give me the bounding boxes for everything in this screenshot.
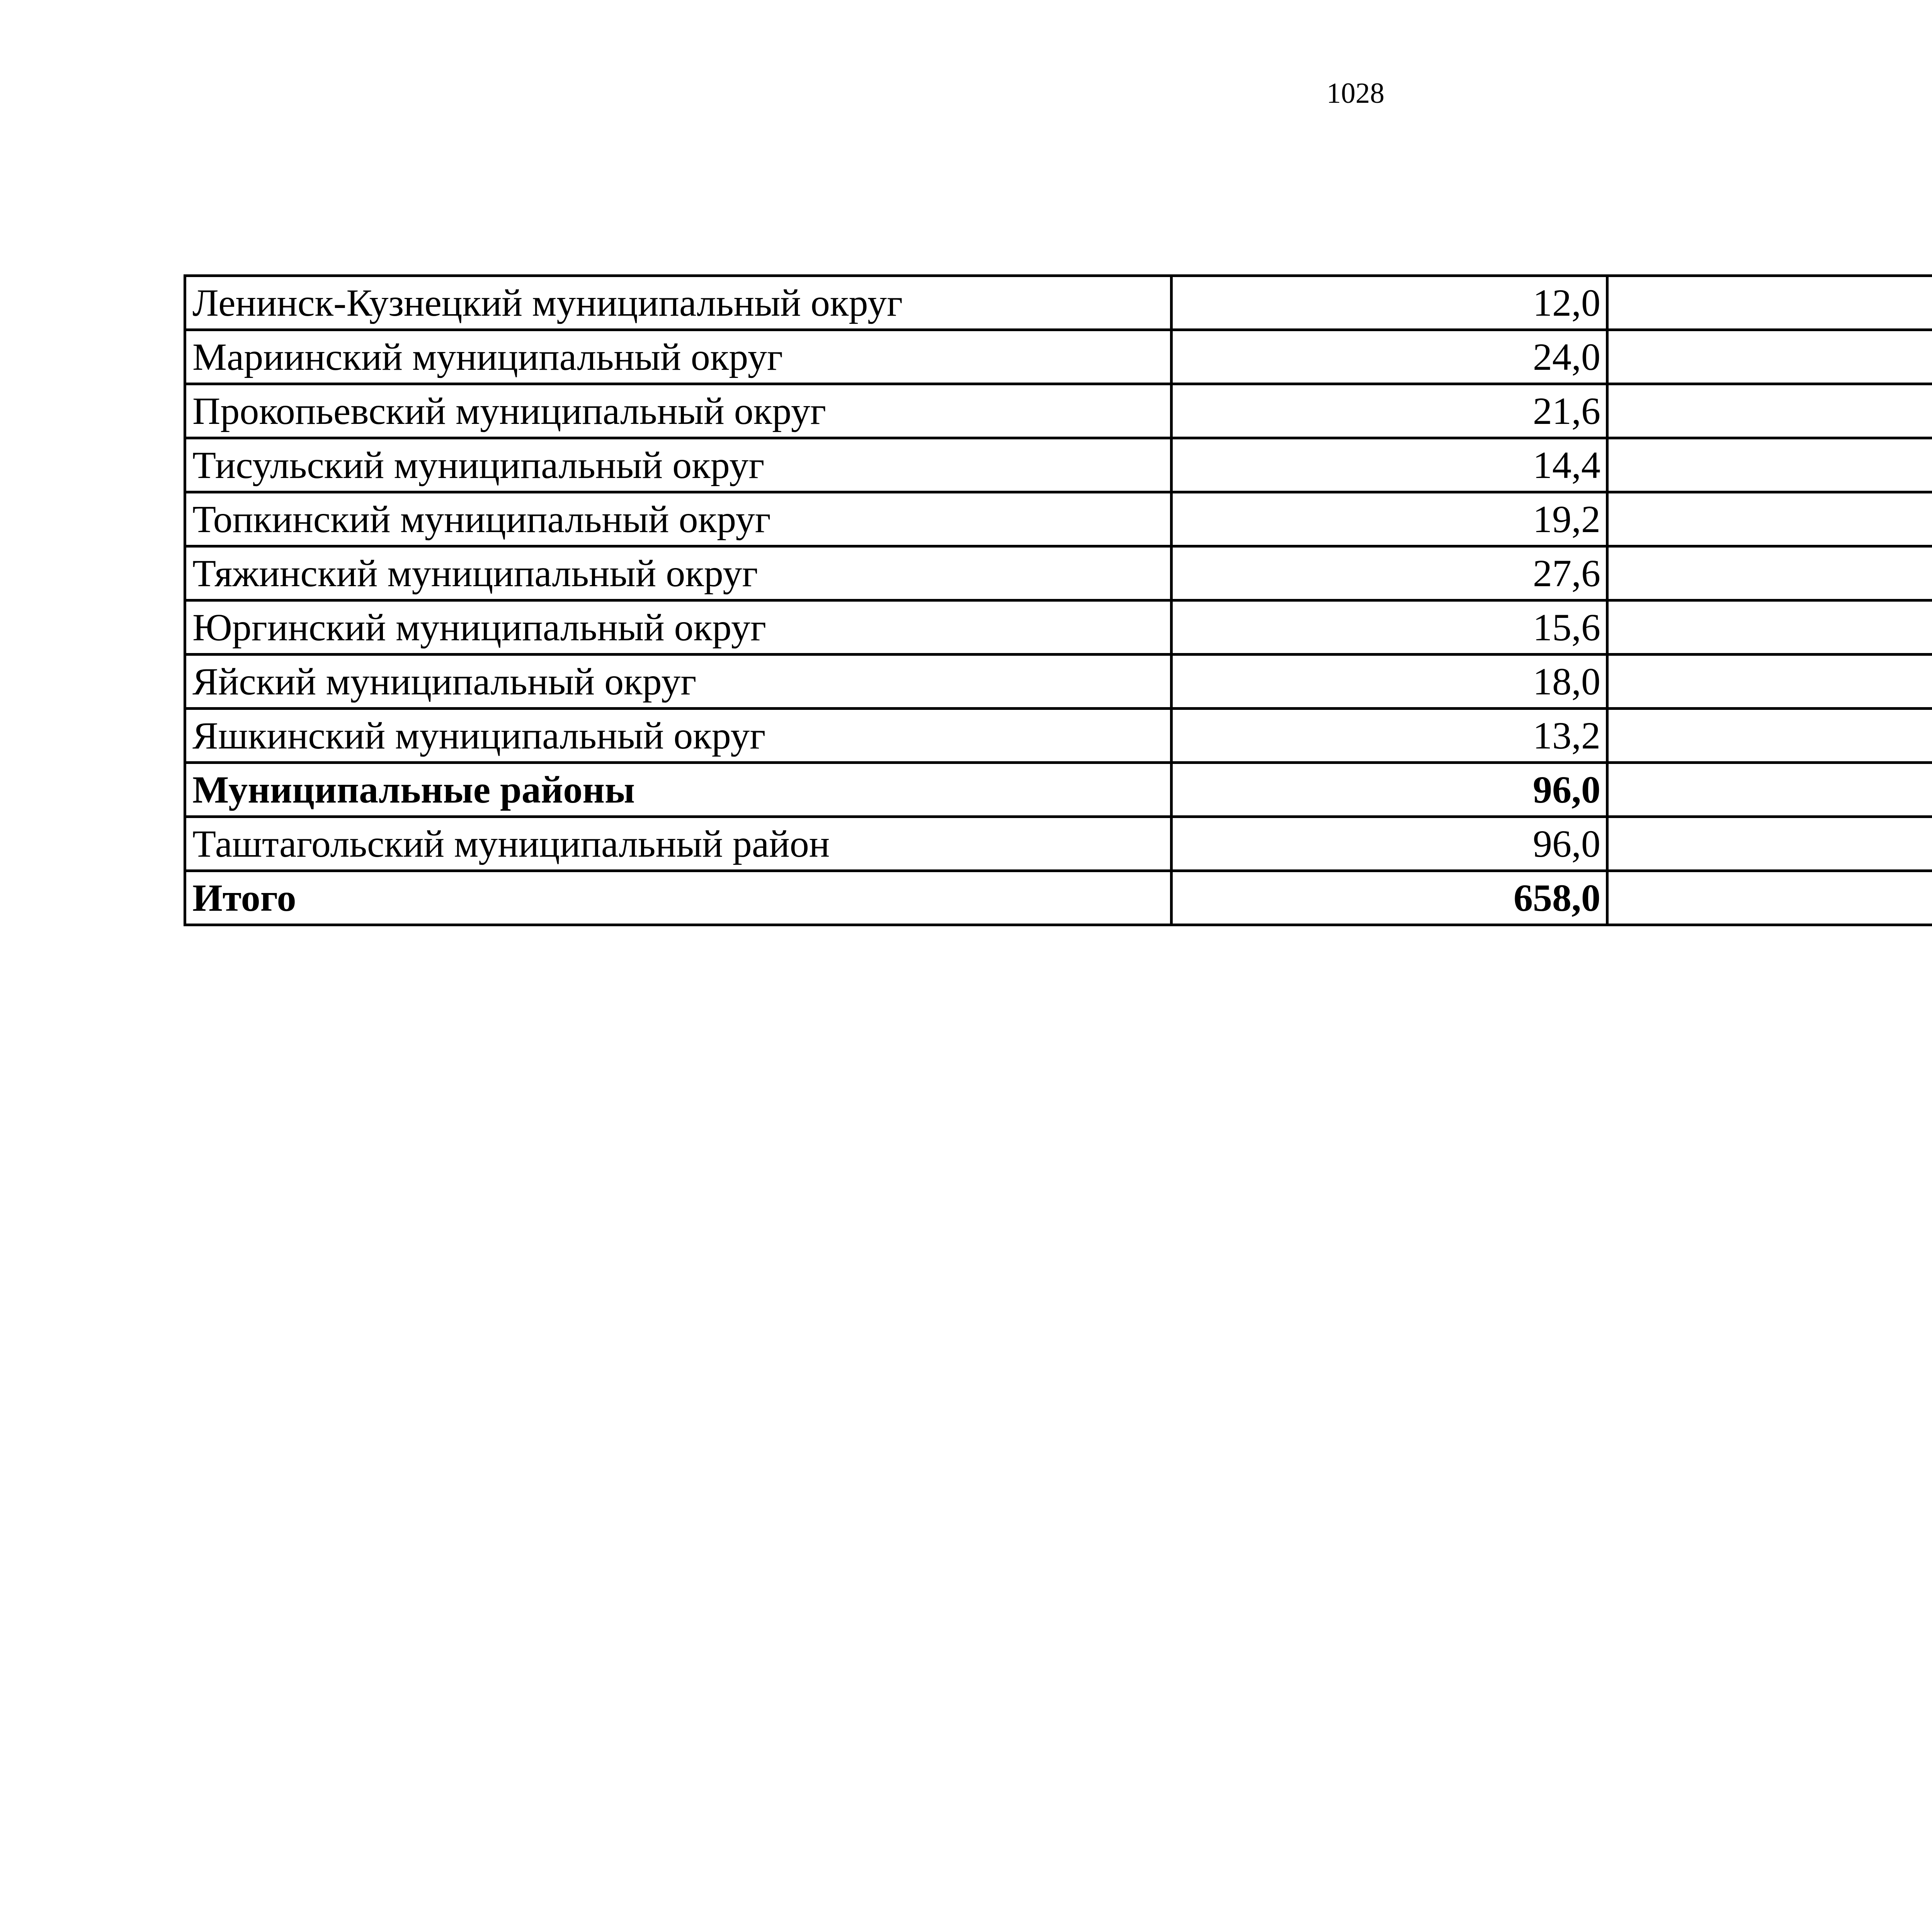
row-name: Муниципальные районы — [185, 763, 1172, 817]
table-row — [185, 330, 1932, 384]
row-value-1: 12,0 — [1172, 276, 1607, 330]
row-name: Прокопьевский муниципальный округ — [185, 384, 1172, 438]
row-value-1: 18,0 — [1172, 655, 1607, 709]
table-row — [185, 546, 1932, 600]
row-value-2 — [1607, 763, 1932, 817]
row-name: Итого — [185, 871, 1172, 925]
table-row-total — [185, 871, 1932, 925]
row-name: Ленинск-Кузнецкий муниципальный округ — [185, 276, 1172, 330]
table-row — [185, 600, 1932, 655]
row-value-2 — [1607, 709, 1932, 763]
row-value-1: 14,4 — [1172, 438, 1607, 492]
row-name: Топкинский муниципальный округ — [185, 492, 1172, 546]
row-name: Таштагольский муниципальный район — [185, 817, 1172, 871]
row-name: Юргинский муниципальный округ — [185, 600, 1172, 655]
row-value-2 — [1607, 546, 1932, 600]
row-value-1: 658,0 — [1172, 871, 1607, 925]
table-row — [185, 276, 1932, 330]
row-value-1: 21,6 — [1172, 384, 1607, 438]
table-body — [185, 276, 1932, 925]
row-value-1: 24,0 — [1172, 330, 1607, 384]
row-value-1: 96,0 — [1172, 817, 1607, 871]
row-value-1: 13,2 — [1172, 709, 1607, 763]
row-value-1: 27,6 — [1172, 546, 1607, 600]
row-value-2 — [1607, 438, 1932, 492]
row-name: Тяжинский муниципальный округ — [185, 546, 1172, 600]
row-value-2 — [1607, 871, 1932, 925]
row-value-2 — [1607, 276, 1932, 330]
table-row — [185, 655, 1932, 709]
table-row-subtotal — [185, 763, 1932, 817]
row-name: Тисульский муниципальный округ — [185, 438, 1172, 492]
row-value-2 — [1607, 600, 1932, 655]
row-value-2 — [1607, 492, 1932, 546]
row-value-1: 19,2 — [1172, 492, 1607, 546]
table-row — [185, 384, 1932, 438]
row-value-2 — [1607, 655, 1932, 709]
row-name: Яйский муниципальный округ — [185, 655, 1172, 709]
municipal-table — [184, 274, 1932, 926]
row-value-2 — [1607, 330, 1932, 384]
row-value-2 — [1607, 817, 1932, 871]
row-value-1: 96,0 — [1172, 763, 1607, 817]
table-row — [185, 709, 1932, 763]
table-row — [185, 492, 1932, 546]
row-value-1: 15,6 — [1172, 600, 1607, 655]
table-row — [185, 438, 1932, 492]
row-value-2 — [1607, 384, 1932, 438]
page-number: 1028 — [1327, 77, 1384, 109]
row-name: Яшкинский муниципальный округ — [185, 709, 1172, 763]
row-name: Мариинский муниципальный округ — [185, 330, 1172, 384]
table-row — [185, 817, 1932, 871]
